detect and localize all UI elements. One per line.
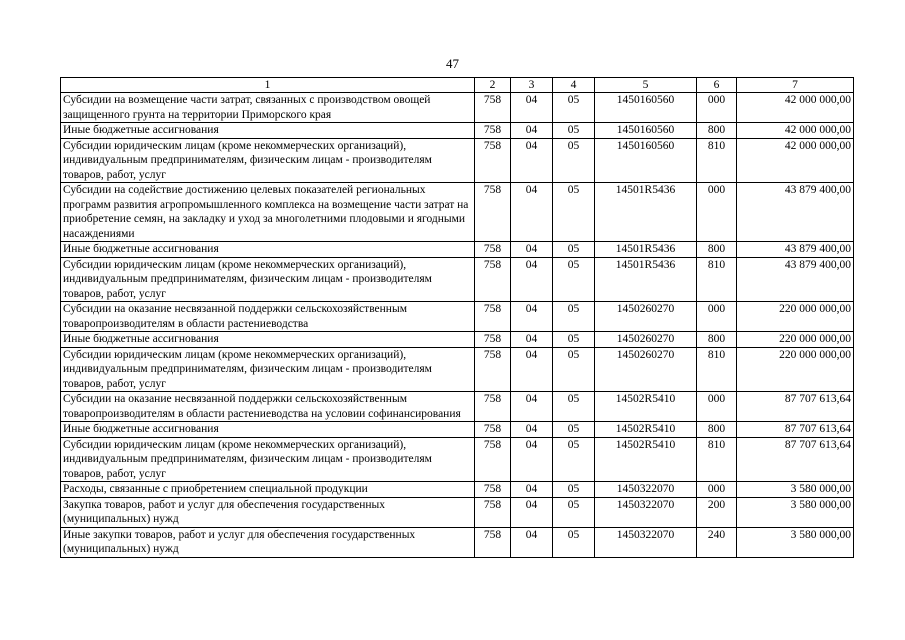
row-code-cell: 05 (553, 437, 595, 482)
row-amount-cell: 43 879 400,00 (737, 257, 854, 302)
row-code-cell: 04 (511, 138, 553, 183)
table-row (61, 332, 854, 348)
row-amount-cell: 87 707 613,64 (737, 422, 854, 438)
row-code-cell: 04 (511, 392, 553, 422)
row-name-cell: Субсидии на оказание несвязанной поддержки сельскохозяйственным товаропроизводителям в области растениеводства (61, 302, 475, 332)
row-code-cell: 800 (697, 242, 737, 258)
table-row (61, 183, 854, 242)
row-code-cell: 000 (697, 482, 737, 498)
column-header: 3 (511, 78, 553, 93)
column-header: 5 (595, 78, 697, 93)
row-code-cell: 1450260270 (595, 302, 697, 332)
table-row (61, 497, 854, 527)
row-name-cell: Иные бюджетные ассигнования (61, 332, 475, 348)
row-code-cell: 14501R5436 (595, 257, 697, 302)
row-code-cell: 05 (553, 422, 595, 438)
row-code-cell: 800 (697, 123, 737, 139)
table-row (61, 437, 854, 482)
row-name-cell: Субсидии юридическим лицам (кроме некоммерческих организаций), индивидуальным предпринимателям, физическим лицам - производителям товаров, работ, услуг (61, 347, 475, 392)
row-code-cell: 05 (553, 93, 595, 123)
row-code-cell: 758 (475, 482, 511, 498)
row-code-cell: 14502R5410 (595, 392, 697, 422)
row-amount-cell: 42 000 000,00 (737, 93, 854, 123)
row-name-cell: Иные бюджетные ассигнования (61, 242, 475, 258)
row-amount-cell: 43 879 400,00 (737, 183, 854, 242)
row-name-cell: Иные закупки товаров, работ и услуг для обеспечения государственных (муниципальных) нужд (61, 527, 475, 557)
row-code-cell: 758 (475, 183, 511, 242)
row-code-cell: 04 (511, 497, 553, 527)
header-row (61, 78, 854, 93)
table-row (61, 392, 854, 422)
row-code-cell: 05 (553, 347, 595, 392)
column-header: 6 (697, 78, 737, 93)
row-name-cell: Субсидии юридическим лицам (кроме некоммерческих организаций), индивидуальным предпринимателям, физическим лицам - производителям товаров, работ, услуг (61, 138, 475, 183)
row-code-cell: 14502R5410 (595, 437, 697, 482)
row-code-cell: 758 (475, 93, 511, 123)
row-code-cell: 810 (697, 138, 737, 183)
row-amount-cell: 87 707 613,64 (737, 437, 854, 482)
row-code-cell: 1450322070 (595, 482, 697, 498)
row-code-cell: 04 (511, 332, 553, 348)
row-code-cell: 758 (475, 392, 511, 422)
table-row (61, 123, 854, 139)
row-amount-cell: 3 580 000,00 (737, 527, 854, 557)
row-code-cell: 04 (511, 437, 553, 482)
row-amount-cell: 3 580 000,00 (737, 482, 854, 498)
row-name-cell: Субсидии на содействие достижению целевых показателей региональных программ развития агропромышленного комплекса на возмещение части затрат на приобретение семян, на закладку и уход за многолетними плодовыми и ягодными насаждениями (61, 183, 475, 242)
row-amount-cell: 220 000 000,00 (737, 332, 854, 348)
row-name-cell: Иные бюджетные ассигнования (61, 422, 475, 438)
row-name-cell: Иные бюджетные ассигнования (61, 123, 475, 139)
row-code-cell: 1450322070 (595, 527, 697, 557)
row-code-cell: 758 (475, 302, 511, 332)
row-code-cell: 05 (553, 242, 595, 258)
row-code-cell: 800 (697, 422, 737, 438)
row-code-cell: 04 (511, 257, 553, 302)
row-code-cell: 1450322070 (595, 497, 697, 527)
row-amount-cell: 3 580 000,00 (737, 497, 854, 527)
row-code-cell: 05 (553, 497, 595, 527)
row-code-cell: 14501R5436 (595, 183, 697, 242)
table-row (61, 482, 854, 498)
row-code-cell: 05 (553, 482, 595, 498)
row-code-cell: 1450260270 (595, 332, 697, 348)
row-code-cell: 000 (697, 93, 737, 123)
table-row (61, 93, 854, 123)
row-code-cell: 810 (697, 257, 737, 302)
row-code-cell: 04 (511, 183, 553, 242)
row-code-cell: 200 (697, 497, 737, 527)
row-code-cell: 1450160560 (595, 138, 697, 183)
table-row (61, 347, 854, 392)
row-amount-cell: 42 000 000,00 (737, 123, 854, 139)
row-code-cell: 240 (697, 527, 737, 557)
row-code-cell: 05 (553, 257, 595, 302)
row-amount-cell: 220 000 000,00 (737, 347, 854, 392)
row-code-cell: 05 (553, 332, 595, 348)
row-code-cell: 05 (553, 302, 595, 332)
row-code-cell: 810 (697, 347, 737, 392)
row-code-cell: 05 (553, 183, 595, 242)
table-row (61, 422, 854, 438)
row-amount-cell: 43 879 400,00 (737, 242, 854, 258)
row-code-cell: 1450260270 (595, 347, 697, 392)
table-row (61, 527, 854, 557)
row-code-cell: 04 (511, 482, 553, 498)
row-code-cell: 758 (475, 123, 511, 139)
row-code-cell: 05 (553, 123, 595, 139)
column-header: 4 (553, 78, 595, 93)
row-code-cell: 758 (475, 347, 511, 392)
row-code-cell: 05 (553, 527, 595, 557)
row-code-cell: 14502R5410 (595, 422, 697, 438)
row-code-cell: 000 (697, 183, 737, 242)
row-code-cell: 758 (475, 497, 511, 527)
row-code-cell: 14501R5436 (595, 242, 697, 258)
row-code-cell: 04 (511, 302, 553, 332)
row-name-cell: Закупка товаров, работ и услуг для обеспечения государственных (муниципальных) нужд (61, 497, 475, 527)
row-name-cell: Расходы, связанные с приобретением специальной продукции (61, 482, 475, 498)
table-row (61, 302, 854, 332)
row-code-cell: 04 (511, 123, 553, 139)
row-code-cell: 05 (553, 392, 595, 422)
row-amount-cell: 87 707 613,64 (737, 392, 854, 422)
table-row (61, 242, 854, 258)
row-code-cell: 758 (475, 422, 511, 438)
row-code-cell: 758 (475, 138, 511, 183)
column-header: 2 (475, 78, 511, 93)
row-code-cell: 05 (553, 138, 595, 183)
row-code-cell: 000 (697, 392, 737, 422)
row-code-cell: 000 (697, 302, 737, 332)
row-code-cell: 04 (511, 93, 553, 123)
row-amount-cell: 42 000 000,00 (737, 138, 854, 183)
row-name-cell: Субсидии на возмещение части затрат, связанных с производством овощей защищенного грунта на территории Приморского края (61, 93, 475, 123)
row-name-cell: Субсидии юридическим лицам (кроме некоммерческих организаций), индивидуальным предпринимателям, физическим лицам - производителям товаров, работ, услуг (61, 437, 475, 482)
budget-table (60, 77, 854, 558)
page-number: 47 (446, 56, 459, 71)
row-code-cell: 758 (475, 437, 511, 482)
row-code-cell: 04 (511, 347, 553, 392)
row-code-cell: 1450160560 (595, 93, 697, 123)
table-row (61, 138, 854, 183)
row-code-cell: 758 (475, 527, 511, 557)
row-code-cell: 800 (697, 332, 737, 348)
column-header: 1 (61, 78, 475, 93)
row-code-cell: 04 (511, 422, 553, 438)
row-code-cell: 758 (475, 332, 511, 348)
row-name-cell: Субсидии юридическим лицам (кроме некоммерческих организаций), индивидуальным предпринимателям, физическим лицам - производителям товаров, работ, услуг (61, 257, 475, 302)
table-row (61, 257, 854, 302)
row-code-cell: 810 (697, 437, 737, 482)
row-amount-cell: 220 000 000,00 (737, 302, 854, 332)
row-code-cell: 758 (475, 242, 511, 258)
row-name-cell: Субсидии на оказание несвязанной поддержки сельскохозяйственным товаропроизводителям в области растениеводства на условии софинансирования (61, 392, 475, 422)
column-header: 7 (737, 78, 854, 93)
row-code-cell: 1450160560 (595, 123, 697, 139)
row-code-cell: 04 (511, 527, 553, 557)
row-code-cell: 758 (475, 257, 511, 302)
row-code-cell: 04 (511, 242, 553, 258)
